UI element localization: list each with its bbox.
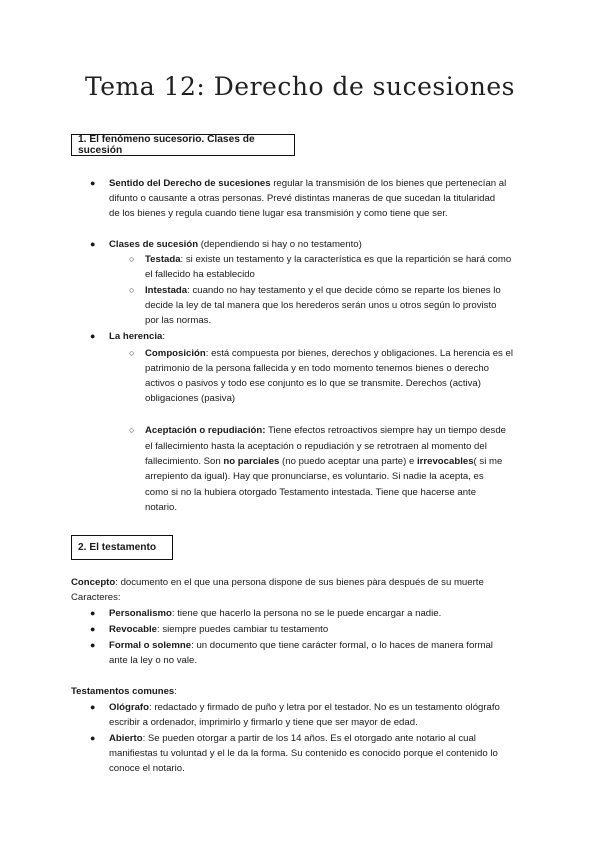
page-title: Tema 12: Derecho de sucesiones	[84, 72, 516, 101]
section-1-heading	[71, 134, 295, 156]
sub-bullet-icon: ○	[129, 348, 135, 358]
sub-list-item: Aceptación o repudiación: Tiene efectos retroactivos siempre hay un tiempo desde	[145, 425, 506, 436]
sub-list-item: Intestada: cuando no hay testamento y el que decide cómo se reparte los bienes lo	[145, 285, 501, 296]
list-item-cont: manifiestas tu voluntad y el le da la forma. Su contenido es conocido porque el contenido lo	[109, 748, 498, 759]
sub-list-item-cont: como si no la hubiera otorgado Testamento intestada. Tiene que hacerse ante	[145, 487, 477, 498]
list-item-cont: ante la ley o no vale.	[109, 655, 198, 666]
list-item: Revocable: siempre puedes cambiar tu testamento	[109, 624, 329, 635]
sub-list-item-cont: obligaciones (pasiva)	[145, 393, 236, 404]
list-item-cont: escribir a ordenador, imprimirlo y firmarlo y tiene que ser mayor de edad.	[109, 717, 418, 728]
sub-list-item-cont: activos o pasivos y todo ese conjunto es lo que se transmite. Derechos (activa)	[145, 378, 481, 389]
bullet-icon: ●	[90, 702, 96, 712]
sub-bullet-icon: ○	[129, 425, 135, 435]
list-item: Formal o solemne: un documento que tiene carácter formal, o lo haces de manera formal	[109, 640, 493, 651]
sub-list-item: Composición: está compuesta por bienes, derechos y obligaciones. La herencia es el	[145, 348, 513, 359]
section-1-heading-text: 1. El fenómeno sucesorio. Clases de sucesión	[78, 134, 255, 156]
bullet-icon: ●	[90, 640, 96, 650]
section-2-heading	[71, 535, 173, 560]
sub-list-item-cont: patrimonio de la persona fallecida y en todo momento tenemos bienes o derecho	[145, 363, 489, 374]
bullet-icon: ●	[90, 331, 96, 341]
bullet-icon: ●	[90, 733, 96, 743]
section-2-heading-text: 2. El testamento	[78, 542, 157, 553]
sub-list-item-cont: el fallecido ha establecido	[145, 269, 255, 280]
list-item: Abierto: Se pueden otorgar a partir de los 14 años. Es el otorgado ante notario al cual	[109, 733, 476, 744]
testamentos-comunes-label: Testamentos comunes:	[71, 686, 177, 697]
sub-bullet-icon: ○	[129, 254, 135, 264]
list-item: Ológrafo: redactado y firmado de puño y letra por el testador. No es un testamento ológrafo	[109, 702, 500, 713]
list-item-cont: conoce el notario.	[109, 763, 185, 774]
sub-list-item: Testada: si existe un testamento y la característica es que la repartición se hará como	[145, 254, 512, 265]
term-bold: Clases de sucesión	[109, 239, 199, 250]
list-item-cont: de los bienes y regula cuando tiene lugar esa transmisión y como tiene que ser.	[109, 208, 448, 219]
sub-bullet-icon: ○	[129, 285, 135, 295]
bullet-icon: ●	[90, 239, 96, 249]
list-item-cont: difunto o causante a otras personas. Prevé distintas maneras de que sucedan la titularidad	[109, 193, 496, 204]
list-item: Sentido del Derecho de sucesiones regular la transmisión de los bienes que pertenecían al	[109, 178, 507, 189]
list-item: Personalismo: tiene que hacerlo la persona no se le puede encargar a nadie.	[109, 608, 442, 619]
sub-list-item-cont: el fallecimiento hasta la aceptación o repudiación y se retrotraen al momento del	[145, 441, 487, 452]
list-item: Clases de sucesión (dependiendo si hay o no testamento)	[109, 239, 362, 250]
sub-list-item-cont: notario.	[145, 502, 177, 513]
sub-list-item-cont: arrepiento da igual). Hay que pronunciarse, es voluntario. Si nadie la acepta, es	[145, 471, 484, 482]
sub-list-item-cont: fallecimiento. Son no parciales (no puedo aceptar una parte) e irrevocables( si me	[145, 456, 503, 467]
term-bold: Sentido del Derecho de sucesiones	[109, 178, 271, 189]
sub-list-item-cont: por las normas.	[145, 315, 212, 326]
bullet-icon: ●	[90, 608, 96, 618]
concepto-line: Concepto: documento en el que una persona dispone de sus bienes pàra después de su muerte	[71, 577, 484, 588]
bullet-icon: ●	[90, 624, 96, 634]
bullet-icon: ●	[90, 178, 96, 188]
caracteres-label: Caracteres:	[71, 592, 121, 603]
list-item: La herencia:	[109, 331, 165, 342]
sub-list-item-cont: decide la ley de tal manera que los herederos serán unos u otros según lo provisto	[145, 300, 497, 311]
